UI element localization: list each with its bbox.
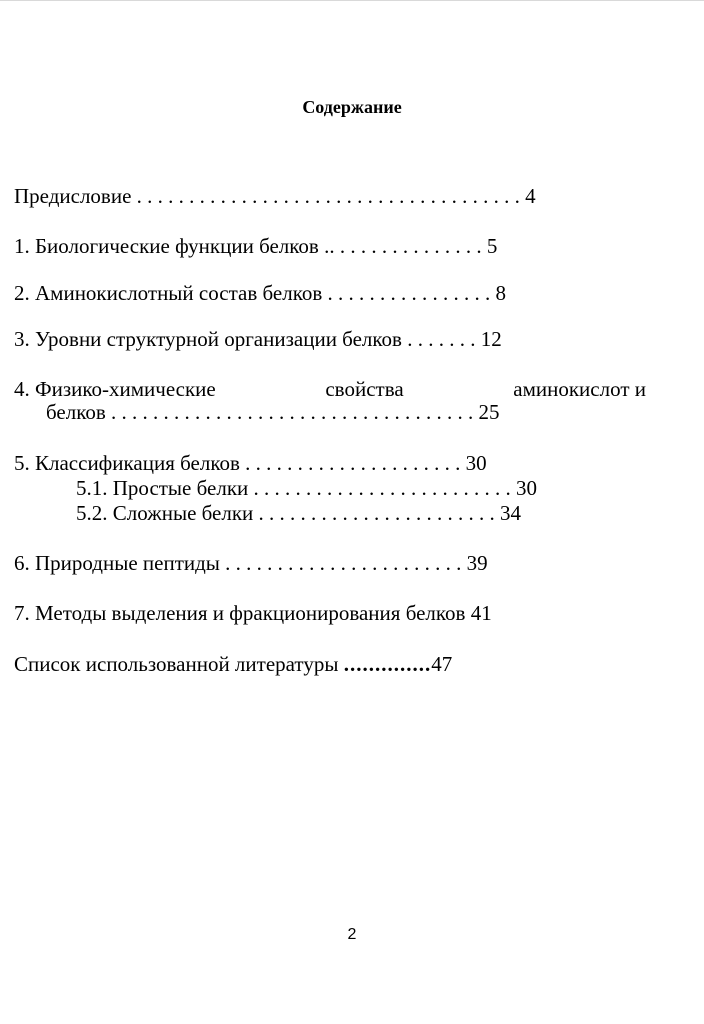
toc-entry-references — [14, 652, 452, 676]
toc-entry-references-label: Список использованной литературы — [14, 652, 344, 676]
toc-entry-6: 6. Природные пептиды . . . . . . . . . . . . . . . . . . . . . . . 39 — [14, 551, 488, 575]
toc-entry-1: 1. Биологические функции белков .. . . . . . . . . . . . . . . 5 — [14, 234, 498, 258]
toc-entry-4-part-c: аминокислот и — [513, 377, 646, 401]
toc-entry-references-leader: .............. — [343, 652, 432, 676]
page-top-border — [0, 0, 704, 1]
toc-entry-4-part-a: 4. Физико-химические — [14, 377, 216, 401]
toc-entry-4-line1 — [14, 377, 646, 401]
toc-entry-5-1: 5.1. Простые белки . . . . . . . . . . . . . . . . . . . . . . . . . 30 — [76, 476, 538, 500]
toc-entry-5: 5. Классификация белков . . . . . . . . . . . . . . . . . . . . . 30 — [14, 451, 487, 475]
toc-entry-5-2: 5.2. Сложные белки . . . . . . . . . . . . . . . . . . . . . . . 34 — [76, 501, 522, 525]
toc-title: Содержание — [302, 97, 402, 117]
toc-entry-7: 7. Методы выделения и фракционирования белков 41 — [14, 601, 492, 625]
page-number: 2 — [347, 926, 357, 943]
toc-entry-4-line2: белков . . . . . . . . . . . . . . . . . . . . . . . . . . . . . . . . . . . 25 — [46, 400, 500, 424]
toc-entry-4-part-b: свойства — [325, 377, 404, 401]
toc-entry-3: 3. Уровни структурной организации белков . . . . . . . 12 — [14, 327, 502, 351]
toc-entry-references-page: 47 — [431, 652, 453, 676]
toc-entry-2: 2. Аминокислотный состав белков . . . . . . . . . . . . . . . . 8 — [14, 281, 507, 305]
toc-entry-preface: Предисловие . . . . . . . . . . . . . . . . . . . . . . . . . . . . . . . . . . . . . 4 — [14, 184, 536, 208]
